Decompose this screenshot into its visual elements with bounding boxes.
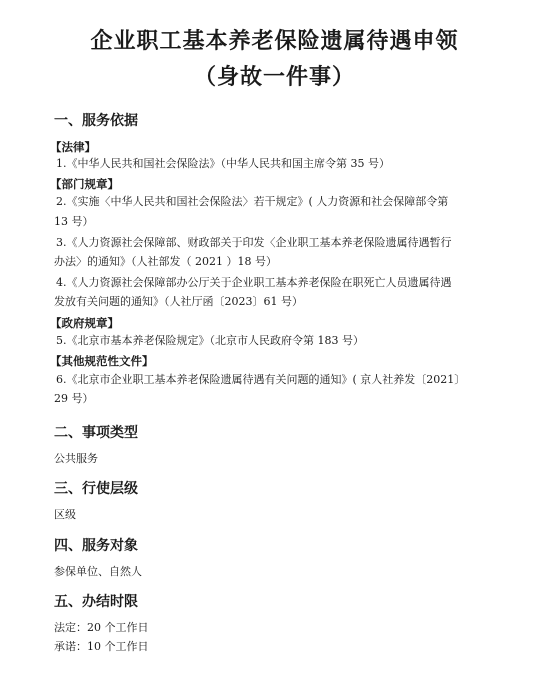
basis-item-5: 5.《北京市基本养老保险规定》（北京市人民政府令第 183 号） (56, 334, 364, 347)
basis-item-3-line-1: 3.《人力资源社会保障部、财政部关于印发〈企业职工基本养老保险遗属待遇暂行 (56, 236, 452, 249)
section-heading-target: 四、服务对象 (54, 538, 138, 554)
basis-item-6-line-1: 6.《北京市企业职工基本养老保险遗属待遇有关问题的通知》( 京人社养发〔2021〕 (56, 373, 466, 386)
time-legal: 法定：20 个工作日 (54, 621, 149, 634)
basis-item-2-line-2: 13 号） (54, 215, 94, 228)
tag-law: 【法律】 (50, 140, 96, 154)
section-heading-time: 五、办结时限 (54, 594, 138, 610)
tag-other-documents: 【其他规范性文件】 (50, 354, 154, 368)
basis-item-4-line-2: 发放有关问题的通知》（人社厅函〔2023〕61 号） (54, 295, 303, 308)
section-heading-basis: 一、服务依据 (54, 113, 138, 129)
tag-department-rules: 【部门规章】 (50, 177, 119, 191)
target-value: 参保单位、自然人 (54, 565, 142, 578)
section-heading-type: 二、事项类型 (54, 425, 138, 441)
tag-government-rules: 【政府规章】 (50, 316, 119, 330)
basis-item-3-line-2: 办法〉的通知》（人社部发（ 2021 ）18 号） (54, 255, 277, 268)
document-title: 企业职工基本养老保险遗属待遇申领 (90, 29, 459, 54)
type-value: 公共服务 (54, 452, 98, 465)
level-value: 区级 (54, 508, 76, 521)
basis-item-1: 1.《中华人民共和国社会保险法》（中华人民共和国主席令第 35 号） (56, 157, 390, 170)
section-heading-level: 三、行使层级 (54, 481, 138, 497)
document-subtitle: （身故一件事） (193, 65, 355, 90)
basis-item-2-line-1: 2.《实施〈中华人民共和国社会保险法〉若干规定》( 人力资源和社会保障部令第 (56, 195, 449, 208)
basis-item-6-line-2: 29 号） (54, 392, 94, 405)
time-promise: 承诺：10 个工作日 (54, 640, 149, 653)
basis-item-4-line-1: 4.《人力资源社会保障部办公厅关于企业职工基本养老保险在职死亡人员遗属待遇 (56, 276, 452, 289)
